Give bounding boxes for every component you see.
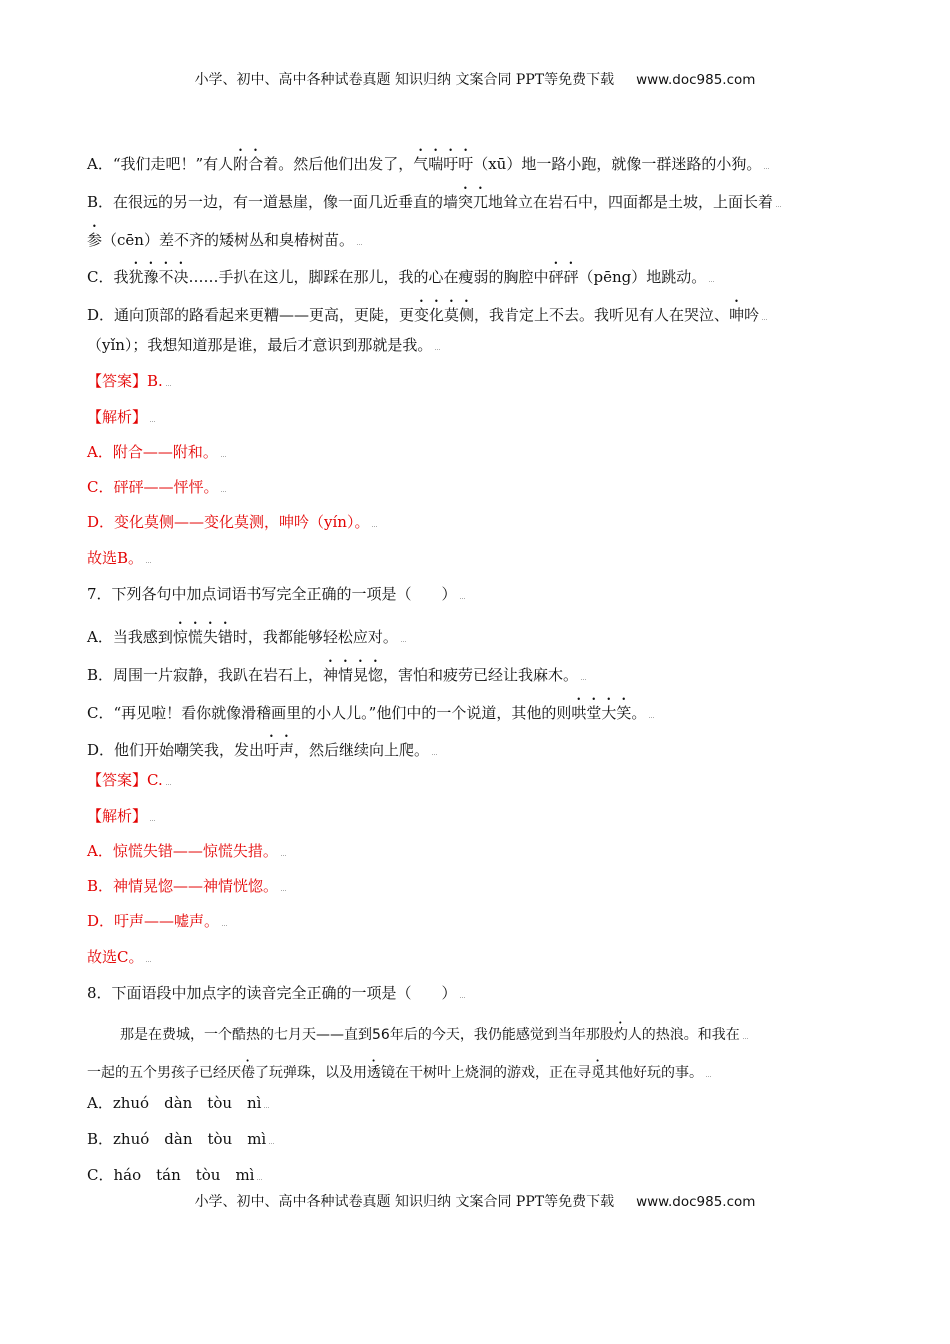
text-line bbox=[87, 584, 465, 604]
line-text: 人的热浪。和我在 bbox=[627, 1027, 740, 1043]
text-line bbox=[87, 259, 714, 287]
footer-text: 小学、初中、高中各种试卷真题 知识归纳 文案合同 PPT等免费下载 bbox=[194, 1194, 615, 1210]
paragraph-mark bbox=[432, 753, 437, 755]
text-line bbox=[87, 548, 151, 568]
line-text: 地耸立在岩石中，四面都是土坡，上面长着 bbox=[488, 193, 774, 211]
line-text: ，害怕和疲劳已经让我麻木。 bbox=[383, 666, 579, 684]
emphasized-text: 灼 bbox=[613, 1027, 628, 1043]
emphasized-text: 透 bbox=[367, 1065, 381, 1081]
paragraph-mark bbox=[222, 924, 227, 926]
paragraph-mark bbox=[166, 783, 171, 785]
text-line bbox=[87, 1165, 262, 1185]
emphasized-text: 呻 bbox=[729, 306, 745, 324]
paragraph-mark bbox=[460, 996, 465, 998]
line-text: 了玩弹珠，以及用 bbox=[255, 1065, 367, 1081]
paragraph-mark bbox=[281, 854, 286, 856]
text-line bbox=[87, 146, 769, 174]
page-header bbox=[0, 69, 950, 89]
text-line bbox=[87, 876, 286, 896]
paragraph-mark bbox=[581, 678, 586, 680]
text-line bbox=[87, 841, 286, 861]
emphasized-text: 突兀 bbox=[458, 193, 489, 211]
line-text: 【解析】 bbox=[87, 408, 148, 426]
paragraph-mark bbox=[146, 960, 151, 962]
emphasized-text: 变化莫侧 bbox=[414, 306, 475, 324]
paragraph-mark bbox=[281, 889, 286, 891]
line-text: ……手扒在这儿，脚踩在那儿，我的心在瘦弱的胸腔中 bbox=[188, 268, 549, 286]
emphasized-text: 犹豫不决 bbox=[128, 268, 189, 286]
line-text: 故选B。 bbox=[87, 549, 144, 567]
line-text: 着。然后他们出发了， bbox=[263, 155, 414, 173]
paragraph-mark bbox=[372, 525, 377, 527]
paragraph-mark bbox=[221, 455, 226, 457]
text-line bbox=[87, 983, 465, 1003]
emphasized-text: 觅 bbox=[591, 1065, 605, 1081]
emphasized-text: 气喘吁吁 bbox=[413, 155, 474, 173]
line-text: （cēn）差不齐的矮树丛和臭椿树苗。 bbox=[102, 231, 354, 249]
line-text: C．砰砰——怦怦。 bbox=[87, 478, 219, 496]
paragraph-mark bbox=[269, 1142, 274, 1144]
text-line bbox=[87, 619, 406, 647]
paragraph-mark bbox=[146, 561, 151, 563]
line-text: D．通向顶部的路看起来更糟——更高，更陡，更 bbox=[87, 306, 415, 324]
paragraph-mark bbox=[764, 167, 769, 169]
line-text: 吟 bbox=[744, 306, 760, 324]
line-text: 【答案】C. bbox=[87, 771, 163, 789]
text-line bbox=[87, 1129, 274, 1149]
line-text: C．“再见啦！看你就像滑稽画里的小人儿。”他们中的一个说道，其他的则 bbox=[87, 704, 572, 722]
line-text: 【解析】 bbox=[87, 807, 148, 825]
line-text: （pēng）地跳动。 bbox=[578, 268, 707, 286]
paragraph-mark bbox=[649, 716, 654, 718]
line-text: B．在很远的另一边，有一道悬崖，像一面几近垂直的墙 bbox=[87, 193, 459, 211]
text-line bbox=[87, 442, 226, 462]
emphasized-text: 砰砰 bbox=[548, 268, 579, 286]
line-text: 其他好玩的事。 bbox=[605, 1065, 703, 1081]
text-line bbox=[87, 512, 377, 532]
line-text: D．变化莫侧——变化莫测，呻吟（yín）。 bbox=[87, 513, 370, 531]
text-line bbox=[87, 657, 586, 685]
text-line bbox=[87, 732, 437, 760]
paragraph-mark bbox=[762, 318, 767, 320]
line-text: A．当我感到 bbox=[87, 628, 173, 646]
line-text: C．我 bbox=[87, 268, 129, 286]
line-text: B．神情晃惚——神情恍惚。 bbox=[87, 877, 279, 895]
paragraph-mark bbox=[150, 420, 155, 422]
header-site-link[interactable]: www.doc985.com bbox=[636, 72, 756, 88]
line-text: 故选C。 bbox=[87, 948, 144, 966]
text-line bbox=[87, 371, 171, 391]
line-text: B．周围一片寂静，我趴在岩石上， bbox=[87, 666, 324, 684]
text-line bbox=[87, 407, 155, 427]
text-line bbox=[87, 947, 151, 967]
page-footer bbox=[0, 1191, 950, 1211]
paragraph-mark bbox=[401, 640, 406, 642]
header-text: 小学、初中、高中各种试卷真题 知识归纳 文案合同 PPT等免费下载 bbox=[194, 72, 615, 88]
line-text: 一起的五个男孩子已经厌 bbox=[87, 1065, 241, 1081]
line-text: C．háo tán tòu mì bbox=[87, 1166, 255, 1184]
line-text: A．附合——附和。 bbox=[87, 443, 218, 461]
paragraph-mark bbox=[166, 384, 171, 386]
line-text: 时，我都能够轻松应对。 bbox=[232, 628, 398, 646]
paragraph-mark bbox=[264, 1106, 269, 1108]
line-text: （yǐn）；我想知道那是谁，最后才意识到那就是我。 bbox=[87, 336, 433, 354]
text-line bbox=[87, 1057, 711, 1083]
paragraph-mark bbox=[435, 348, 440, 350]
paragraph-mark bbox=[257, 1178, 262, 1180]
emphasized-text: 哄堂大笑 bbox=[571, 704, 632, 722]
text-line bbox=[120, 1019, 748, 1045]
line-text: A．惊慌失错——惊慌失措。 bbox=[87, 842, 278, 860]
line-text: A．“我们走吧！”有人 bbox=[87, 155, 234, 173]
line-text: D．吁声——嘘声。 bbox=[87, 912, 220, 930]
line-text: B．zhuó dàn tòu mì bbox=[87, 1130, 267, 1148]
paragraph-mark bbox=[706, 1075, 711, 1077]
text-line bbox=[87, 335, 440, 355]
text-line bbox=[87, 1093, 269, 1113]
line-text: A．zhuó dàn tòu nì bbox=[87, 1094, 262, 1112]
paragraph-mark bbox=[776, 205, 781, 207]
text-line bbox=[87, 222, 362, 250]
line-text: ，然后继续向上爬。 bbox=[294, 741, 430, 759]
line-text: 7．下列各句中加点词语书写完全正确的一项是（ ） bbox=[87, 585, 457, 603]
paragraph-mark bbox=[460, 597, 465, 599]
line-text: （xū）地一路小跑，就像一群迷路的小狗。 bbox=[473, 155, 762, 173]
emphasized-text: 倦 bbox=[241, 1065, 255, 1081]
emphasized-text: 惊慌失错 bbox=[172, 628, 233, 646]
emphasized-text: 参 bbox=[87, 231, 103, 249]
paragraph-mark bbox=[357, 243, 362, 245]
text-line bbox=[87, 297, 767, 325]
paragraph-mark bbox=[709, 280, 714, 282]
line-text: 【答案】B. bbox=[87, 372, 163, 390]
text-line bbox=[87, 911, 227, 931]
line-text: 镜在干树叶上烧洞的游戏，正在寻 bbox=[381, 1065, 591, 1081]
line-text: 8．下面语段中加点字的读音完全正确的一项是（ ） bbox=[87, 984, 457, 1002]
line-text: 那是在费城，一个酷热的七月天——直到56年后的今天，我仍能感觉到当年那股 bbox=[120, 1027, 614, 1043]
emphasized-text: 神情晃惚 bbox=[323, 666, 384, 684]
paragraph-mark bbox=[743, 1037, 748, 1039]
text-line bbox=[87, 770, 171, 790]
paragraph-mark bbox=[150, 819, 155, 821]
emphasized-text: 吁声 bbox=[264, 741, 295, 759]
line-text: 。 bbox=[631, 704, 647, 722]
emphasized-text: 附合 bbox=[233, 155, 264, 173]
text-line bbox=[87, 477, 226, 497]
footer-site-link[interactable]: www.doc985.com bbox=[636, 1194, 756, 1210]
text-line bbox=[87, 184, 781, 212]
line-text: D．他们开始嘲笑我，发出 bbox=[87, 741, 265, 759]
text-line bbox=[87, 806, 155, 826]
paragraph-mark bbox=[221, 490, 226, 492]
line-text: ，我肯定上不去。我听见有人在哭泣、 bbox=[474, 306, 730, 324]
text-line bbox=[87, 695, 654, 723]
